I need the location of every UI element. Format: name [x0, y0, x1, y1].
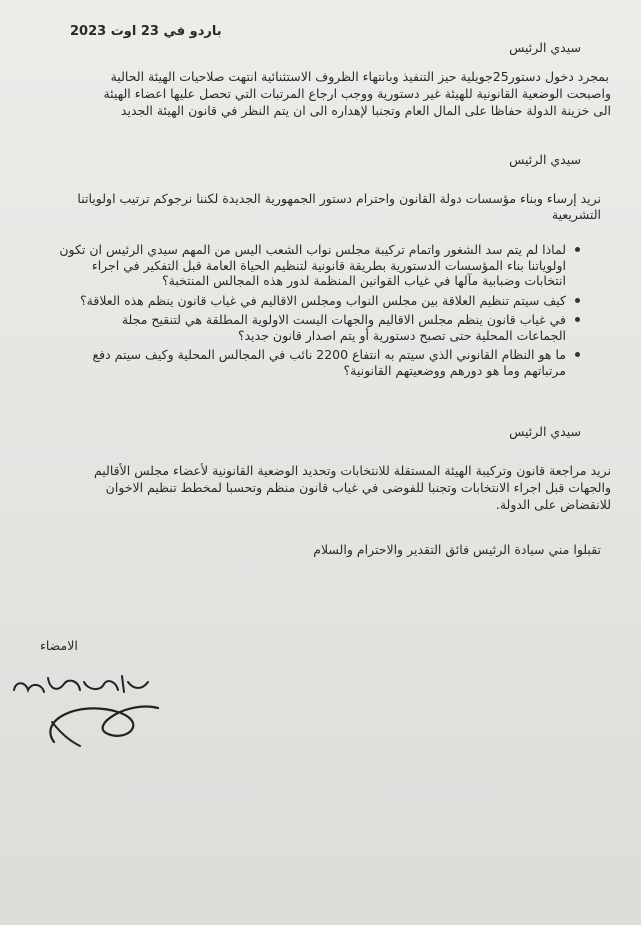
list-item-line: ما هو النظام القانوني الذي سيتم به انتفاع 2200 نائب في المجالس المحلية وكيف سيتم دفع [92, 347, 566, 362]
salutation: سيدي الرئيس [509, 424, 581, 439]
salutation: سيدي الرئيس [509, 40, 581, 55]
list-item-line: في غياب قانون ينظم مجلس الاقاليم والجهات اليست الاولوية المطلقة هي لتنقيح مجلة [121, 312, 566, 327]
paragraph-line: نريد مراجعة قانون وتركيبة الهيئة المستقلة للانتخابات وتحديد الوضعية القانونية لأعضاء مجلس الأقاليم [93, 463, 611, 478]
questions-list [40, 242, 580, 382]
list-item-line: اولوياتنا بناء المؤسسات الدستورية بطريقة قانونية لتنظيم الحياة العامة قبل التفكير في اجراء [91, 257, 566, 273]
list-item-line: الجماعات المحلية حتى تصبح دستورية أو يتم اصدار قانون جديد؟ [237, 327, 566, 343]
paragraph-line: واصبحت الوضعية القانونية للهيئة غير دستورية ووجب ارجاع المرتبات التي تحصل عليها اعضاء الهيئة [103, 86, 611, 101]
handwritten-signature [8, 660, 168, 750]
bullet-icon [575, 352, 580, 357]
paragraph-line: التشريعية [551, 207, 601, 222]
list-item [40, 242, 580, 289]
paragraph-line: بمجرد دخول دستور25جويلية حيز التنفيذ وبانتهاء الظروف الاستثنائية انتهت صلاحيات الهيئة الحالية [110, 69, 609, 84]
bullet-icon [575, 247, 580, 252]
bullet-icon [575, 298, 580, 303]
letter-date: باردو في 23 اوت 2023 [70, 24, 222, 39]
bullet-icon [575, 317, 580, 322]
list-item-line: انتخابات وضبابية مآلها في غياب القوانين المنظمة لدور هذه المجالس المنتخبة؟ [161, 273, 566, 288]
paragraph-line: والجهات قبل اجراء الانتخابات وتجنبا للفوضى في غياب قانون منظم وتحسبا لمخطط تنظيم الاخوان [105, 480, 611, 495]
list-item-line: لماذا لم يتم سد الشغور واتمام تركيبة مجلس نواب الشعب اليس من المهم سيدي الرئيس ان تكون [59, 242, 566, 257]
paragraph-line: للانقضاض على الدولة. [495, 497, 611, 512]
paragraph-line: الى خزينة الدولة حفاظا على المال العام وتجنبا لإهداره الى ان يتم النظر في قانون الهيئة الجديد [120, 103, 611, 118]
list-item [40, 347, 580, 378]
paragraph-line: نريد إرساء وبناء مؤسسات دولة القانون واحترام دستور الجمهورية الجديدة لكننا نرجوكم ترتيب اولوياتنا [77, 191, 601, 206]
closing-line: تقبلوا مني سيادة الرئيس فائق التقدير والاحترام والسلام [313, 542, 601, 557]
signature-label: الامضاء [40, 638, 78, 653]
list-item [40, 293, 580, 309]
list-item [40, 312, 580, 343]
salutation: سيدي الرئيس [509, 152, 581, 167]
list-item-line: مرتباتهم وما هو دورهم ووضعيتهم القانونية؟ [343, 362, 566, 378]
list-item-line: كيف سيتم تنظيم العلاقة بين مجلس النواب ومجلس الاقاليم في غياب قانون ينظم هذه العلاقة؟ [80, 292, 566, 308]
